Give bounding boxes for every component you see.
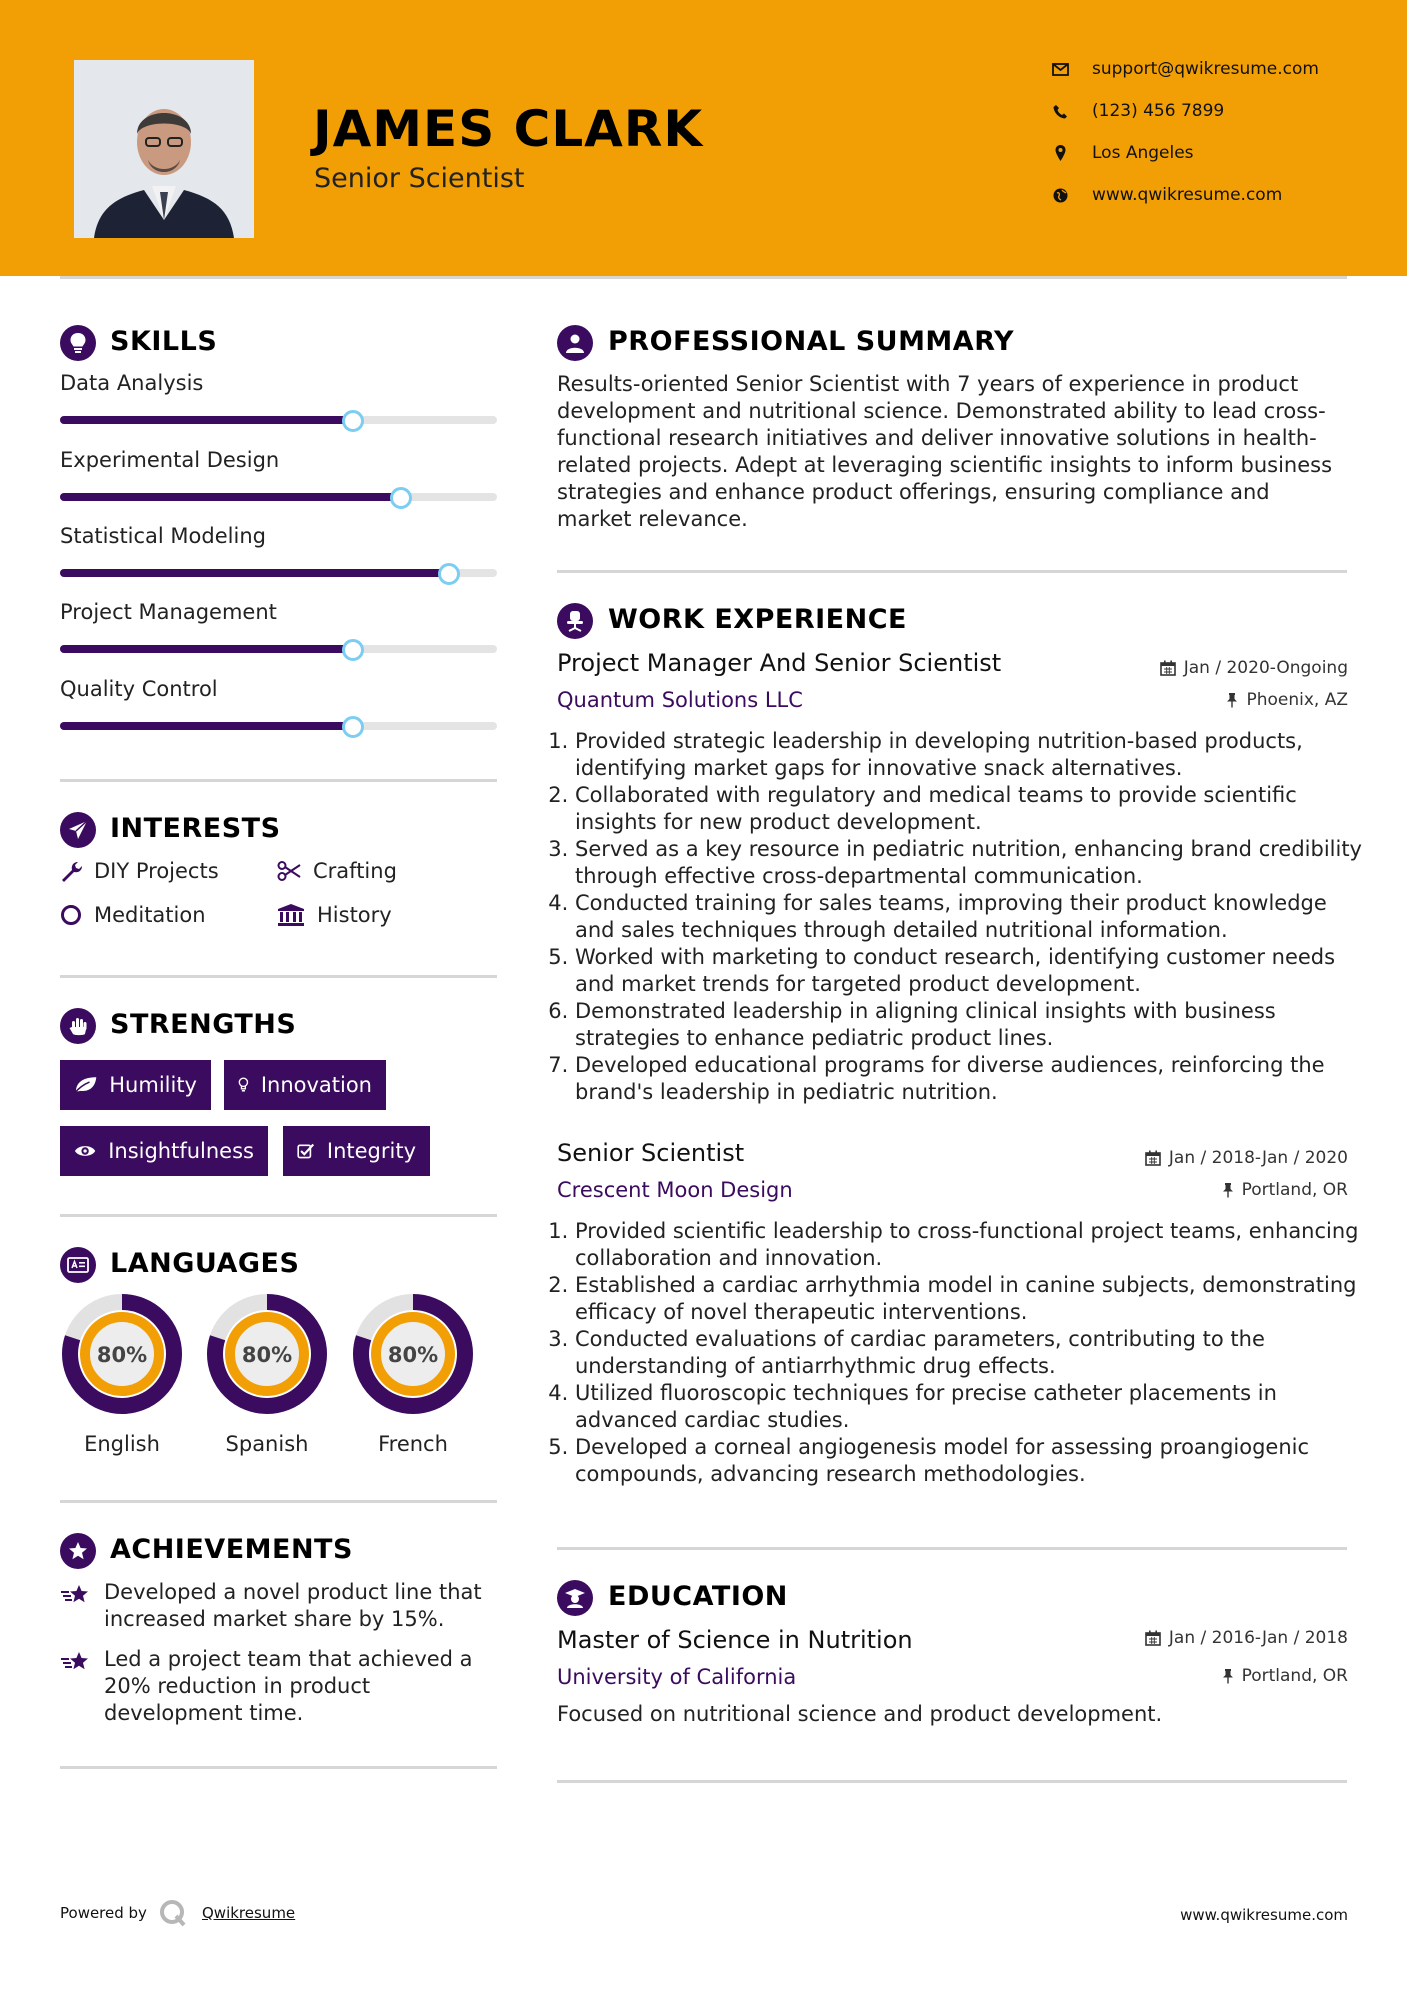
- contact-email-text: support@qwikresume.com: [1092, 59, 1319, 79]
- strength-label: Integrity: [326, 1139, 416, 1163]
- skill-label: Experimental Design: [60, 448, 280, 472]
- contact-phone-text: (123) 456 7899: [1092, 101, 1225, 121]
- job-bullet: 1. Provided strategic leadership in developing nutrition-based products, identifying market gaps for innovative snack alternatives.: [575, 728, 1365, 782]
- bank-icon: [277, 904, 305, 926]
- skill-bar-knob: [438, 563, 460, 585]
- language-icon: [60, 1247, 96, 1283]
- languages-divider: [60, 1500, 497, 1503]
- lightbulb-icon: [60, 325, 96, 361]
- pushpin-icon: [1222, 1668, 1234, 1684]
- interest-diy-projects: [60, 859, 219, 883]
- map-marker-icon: [1050, 143, 1070, 163]
- leaf-icon: [74, 1076, 97, 1094]
- job-dates: [1145, 1148, 1348, 1168]
- work-heading: WORK EXPERIENCE: [608, 604, 907, 635]
- graduate-icon: [557, 1580, 593, 1616]
- job-bullet: 2. Collaborated with regulatory and medical teams to provide scientific insights for new product development.: [575, 782, 1365, 836]
- summary-text: Results-oriented Senior Scientist with 7 years of experience in product development and nutritional science. Demonstrated ability to lead cross-functional research initiatives and deliver innovative solutions in health-related projects. Adept at leveraging scientific insights to inform business strategies and enhance product offerings, ensuring compliance and market relevance.: [557, 372, 1333, 531]
- job-title: Project Manager And Senior Scientist: [557, 649, 1002, 677]
- pushpin-icon: [1222, 1182, 1234, 1198]
- contact-phone[interactable]: [1050, 99, 1224, 123]
- skill-bar-fill: [60, 493, 401, 501]
- achievement-item: [60, 1646, 500, 1727]
- header-divider: [60, 276, 1347, 279]
- education-dates-text: Jan / 2016-Jan / 2018: [1168, 1628, 1348, 1648]
- interest-label: Meditation: [94, 903, 206, 927]
- scissors-icon: [277, 861, 301, 881]
- header-banner: [0, 0, 1407, 276]
- skill-bar: [60, 722, 497, 730]
- language-label: Spanish: [225, 1432, 309, 1456]
- wrench-icon: [60, 860, 82, 882]
- interest-crafting: [277, 859, 397, 883]
- qwikresume-logo-icon: [158, 1898, 188, 1932]
- language-gauge: [351, 1292, 475, 1416]
- achievements-divider: [60, 1766, 497, 1769]
- job-bullet: 5. Developed a corneal angiogenesis model for assessing proangiogenic compounds, advancing research methodologies.: [575, 1434, 1365, 1488]
- skill-bar: [60, 569, 497, 577]
- language-item: [351, 1292, 475, 1456]
- job-location-text: Phoenix, AZ: [1246, 690, 1348, 710]
- job-company: Quantum Solutions LLC: [557, 688, 803, 712]
- contact-location-text: Los Angeles: [1092, 143, 1194, 163]
- skills-heading: SKILLS: [110, 326, 218, 357]
- pushpin-icon: [1226, 692, 1238, 708]
- skill-bar-knob: [342, 410, 364, 432]
- skill-label: Statistical Modeling: [60, 524, 266, 548]
- job-bullets: [557, 1218, 1365, 1488]
- interest-meditation: [60, 903, 206, 927]
- calendar-icon: [1145, 1150, 1161, 1166]
- strength-chip-innovation: [224, 1060, 386, 1110]
- profile-photo: [74, 60, 254, 238]
- job-bullets: [557, 728, 1365, 1106]
- skill-bar: [60, 493, 497, 501]
- skill-bar-knob: [342, 639, 364, 661]
- skill-label: Project Management: [60, 600, 277, 624]
- contact-location: [1050, 141, 1194, 165]
- shooting-star-icon: [60, 1583, 92, 1607]
- interests-heading: INTERESTS: [110, 813, 281, 844]
- achievement-text: Developed a novel product line that increased market share by 15%.: [104, 1580, 482, 1631]
- skill-bar-knob: [390, 487, 412, 509]
- skill-bar-knob: [342, 716, 364, 738]
- education-location: [1222, 1666, 1348, 1686]
- skill-label: Data Analysis: [60, 371, 204, 395]
- contact-website-text: www.qwikresume.com: [1092, 185, 1283, 205]
- strength-chip-integrity: [283, 1126, 430, 1176]
- job-location-text: Portland, OR: [1241, 1180, 1348, 1200]
- candidate-role: Senior Scientist: [314, 163, 525, 194]
- strengths-heading: STRENGTHS: [110, 1009, 297, 1040]
- phone-icon: [1050, 101, 1070, 121]
- summary-heading: PROFESSIONAL SUMMARY: [608, 326, 1015, 357]
- job-title: Senior Scientist: [557, 1139, 745, 1167]
- strength-label: Insightfulness: [108, 1139, 254, 1163]
- calendar-icon: [1145, 1630, 1161, 1646]
- language-gauge: [205, 1292, 329, 1416]
- strength-chip-insightfulness: [60, 1126, 268, 1176]
- skill-bar: [60, 416, 497, 424]
- language-percent: 80%: [96, 1343, 148, 1367]
- summary-divider: [557, 570, 1347, 573]
- strength-label: Humility: [109, 1073, 197, 1097]
- strength-label: Innovation: [260, 1073, 372, 1097]
- job-bullet: 5. Worked with marketing to conduct research, identifying customer needs and market trends for targeted product development.: [575, 944, 1365, 998]
- job-bullet: 4. Conducted training for sales teams, improving their product knowledge and sales techniques through detailed nutritional information.: [575, 890, 1365, 944]
- job-dates-text: Jan / 2018-Jan / 2020: [1168, 1148, 1348, 1168]
- languages-heading: LANGUAGES: [110, 1248, 300, 1279]
- job-location: [1222, 1180, 1348, 1200]
- interest-label: History: [317, 903, 392, 927]
- skill-bar-fill: [60, 722, 353, 730]
- circle-icon: [60, 904, 82, 926]
- interest-label: Crafting: [313, 859, 397, 883]
- qwikresume-link[interactable]: Qwikresume: [202, 1904, 296, 1922]
- skill-bar-fill: [60, 645, 353, 653]
- job-company: Crescent Moon Design: [557, 1178, 793, 1202]
- job-bullet: 4. Utilized fluoroscopic techniques for precise catheter placements in advanced cardiac studies.: [575, 1380, 1365, 1434]
- education-heading: EDUCATION: [608, 1581, 788, 1612]
- skill-bar-fill: [60, 569, 449, 577]
- powered-by-label: Powered by: [60, 1904, 147, 1922]
- language-item: [60, 1292, 184, 1456]
- star-badge-icon: [60, 1533, 96, 1569]
- hand-icon: [60, 1008, 96, 1044]
- achievements-heading: ACHIEVEMENTS: [110, 1534, 353, 1565]
- language-gauge: [60, 1292, 184, 1416]
- candidate-name: JAMES CLARK: [313, 100, 704, 158]
- education-degree: Master of Science in Nutrition: [557, 1626, 913, 1654]
- skill-bar-fill: [60, 416, 353, 424]
- education-school: University of California: [557, 1665, 797, 1689]
- strength-chip-humility: [60, 1060, 211, 1110]
- interest-history: [277, 903, 392, 927]
- language-percent: 80%: [387, 1343, 439, 1367]
- language-label: English: [84, 1432, 160, 1456]
- education-location-text: Portland, OR: [1241, 1666, 1348, 1686]
- contact-email[interactable]: [1050, 57, 1319, 81]
- language-label: French: [378, 1432, 448, 1456]
- job-location: [1226, 690, 1348, 710]
- job-bullet: 3. Served as a key resource in pediatric nutrition, enhancing brand credibility through effective cross-departmental communication.: [575, 836, 1365, 890]
- user-icon: [557, 325, 593, 361]
- check-square-icon: [297, 1141, 315, 1161]
- job-bullet: 3. Conducted evaluations of cardiac parameters, contributing to the understanding of antiarrhythmic drug effects.: [575, 1326, 1365, 1380]
- education-dates: [1145, 1628, 1348, 1648]
- footer-website[interactable]: www.qwikresume.com: [1180, 1906, 1348, 1924]
- job-bullet: 2. Established a cardiac arrhythmia model in canine subjects, demonstrating efficacy of novel therapeutic interventions.: [575, 1272, 1365, 1326]
- language-item: [205, 1292, 329, 1456]
- job-dates-text: Jan / 2020-Ongoing: [1183, 658, 1348, 678]
- interest-label: DIY Projects: [94, 859, 219, 883]
- lightbulb-icon: [238, 1075, 249, 1095]
- job-bullet: 1. Provided scientific leadership to cross-functional project teams, enhancing collaboration and innovation.: [575, 1218, 1365, 1272]
- office-chair-icon: [557, 603, 593, 639]
- envelope-icon: [1050, 59, 1070, 79]
- job-dates: [1160, 658, 1348, 678]
- work-divider: [557, 1547, 1347, 1550]
- achievement-text: Led a project team that achieved a 20% reduction in product development time.: [104, 1647, 473, 1725]
- contact-website[interactable]: [1050, 183, 1282, 207]
- shooting-star-icon: [60, 1650, 92, 1674]
- achievement-item: [60, 1579, 500, 1633]
- paper-plane-icon: [60, 812, 96, 848]
- job-bullet: 7. Developed educational programs for diverse audiences, reinforcing the brand's leadership in pediatric nutrition.: [575, 1052, 1365, 1106]
- globe-icon: [1050, 185, 1070, 205]
- skill-label: Quality Control: [60, 677, 218, 701]
- skill-bar: [60, 645, 497, 653]
- calendar-icon: [1160, 660, 1176, 676]
- job-bullet: 6. Demonstrated leadership in aligning clinical insights with business strategies to enhance pediatric product lines.: [575, 998, 1365, 1052]
- strengths-divider: [60, 1214, 497, 1217]
- skills-divider: [60, 779, 497, 782]
- interests-divider: [60, 975, 497, 978]
- education-divider: [557, 1780, 1347, 1783]
- language-percent: 80%: [241, 1343, 293, 1367]
- education-description: Focused on nutritional science and product development.: [557, 1702, 1163, 1726]
- eye-icon: [74, 1143, 96, 1159]
